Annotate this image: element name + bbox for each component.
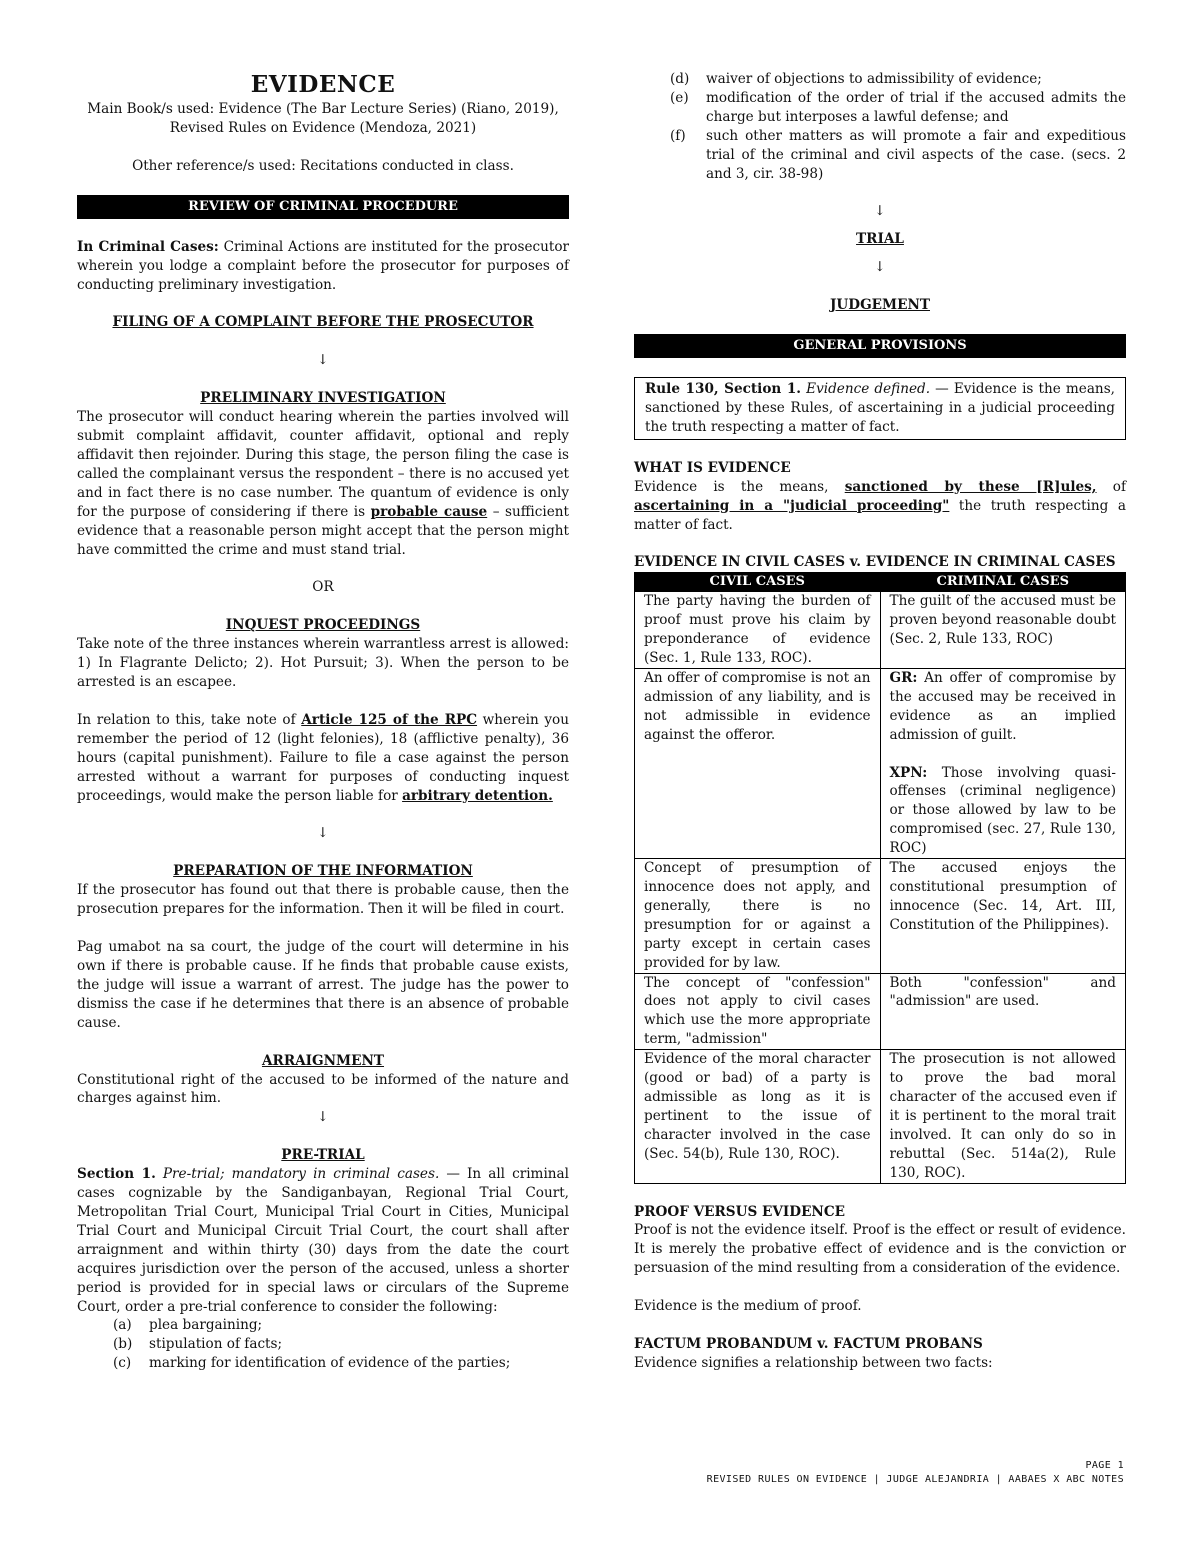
main-books <box>77 100 569 138</box>
filing-heading: FILING OF A COMPLAINT BEFORE THE PROSECUTOR <box>112 314 534 331</box>
table-cell: Both "confession" and "admission" are used. <box>880 973 1126 1050</box>
page-number: PAGE 1 <box>1085 1460 1124 1471</box>
column-header-criminal: CRIMINAL CASES <box>880 573 1126 592</box>
down-arrow-icon: ↓ <box>317 825 329 842</box>
table-row <box>635 973 1126 1050</box>
factum-heading: FACTUM PROBANDUM v. FACTUM PROBANS <box>634 1336 983 1353</box>
arraignment-paragraph: Constitutional right of the accused to be informed of the nature and charges against him. <box>77 1071 569 1107</box>
table-row <box>635 859 1126 973</box>
list-item: (d) waiver of objections to admissibility of evidence; <box>670 71 1042 87</box>
table-row <box>635 1050 1126 1183</box>
books-line-2: Revised Rules on Evidence (Mendoza, 2021) <box>169 119 477 136</box>
table-cell: Evidence of the moral character (good or bad) of a party is admissible as long as it is pertinent to the issue of character involved in the case (Sec. 54(b), Rule 130, ROC). <box>635 1050 881 1183</box>
list-item: (e) modification of the order of trial if the accused admits the charge but interposes a lawful defense; and <box>670 89 1126 125</box>
rule-130-box: Rule 130, Section 1. Evidence defined. — Evidence is the means, sanctioned by these Rules, of ascertaining in a judicial proceeding the truth respecting a matter of fact. <box>634 377 1126 440</box>
pretrial-heading: PRE-TRIAL <box>281 1147 365 1164</box>
list-item: (f) such other matters as will promote a fair and expeditious trial of the criminal and civil aspects of the case. (secs. 2 and 3, cir. 38-98) <box>670 127 1126 182</box>
what-is-evidence-heading: WHAT IS EVIDENCE <box>634 459 791 476</box>
list-item: (c) marking for identification of evidence of the parties; <box>113 1355 511 1372</box>
medium-of-proof: Evidence is the medium of proof. <box>634 1298 862 1315</box>
criminal-cases-intro <box>77 238 569 295</box>
prelim-heading: PRELIMINARY INVESTIGATION <box>200 390 446 407</box>
down-arrow-icon: ↓ <box>317 1109 329 1126</box>
prelim-paragraph: The prosecutor will conduct hearing wherein the parties involved will submit complaint affidavit, counter affidavit, optional and reply affidavit then rejoinder. During this stage, the person filing the case is called the complainant versus the respondent – there is no accused yet and in fact there is no case number. The quantum of evidence is only for the purpose of considering if there is probable cause – sufficient evidence that a reasonable person might accept that the person might have committed the crime and must stand trial. <box>77 409 569 558</box>
table-row <box>635 592 1126 669</box>
prep-heading: PREPARATION OF THE INFORMATION <box>173 863 473 880</box>
down-arrow-icon: ↓ <box>874 203 886 220</box>
table-cell: Concept of presumption of innocence does not apply, and generally, there is no presumption for or against a party except in certain cases provided for by law. <box>635 859 881 973</box>
pretrial-list-right <box>634 70 1126 183</box>
page-title: EVIDENCE <box>250 71 396 98</box>
down-arrow-icon: ↓ <box>317 352 329 369</box>
section-bar-review: REVIEW OF CRIMINAL PROCEDURE <box>77 195 569 219</box>
pag-umabot-paragraph: Pag umabot na sa court, the judge of the court will determine in his own if there is probable cause. If he finds that probable cause exists, the judge will issue a warrant of arrest. The judge has the power to dismiss the case if he determines that there is an absence of probable cause. <box>77 939 569 1031</box>
arbitrary-detention-term: arbitrary detention. <box>402 787 553 804</box>
list-item: (a) plea bargaining; <box>113 1317 263 1334</box>
proof-heading: PROOF VERSUS EVIDENCE <box>634 1203 846 1220</box>
list-item: (b) stipulation of facts; <box>113 1336 283 1353</box>
pretrial-list-left <box>77 1316 569 1373</box>
article-125-paragraph: In relation to this, take note of Article 125 of the RPC wherein you remember the period of 12 (light felonies), 18 (afflictive penalty), 36 hours (capital punishment). Failure to file a case against the person arrested without a warrant for purposes of conducting inquest proceedings, would make the person liable for arbitrary detention. <box>77 711 569 804</box>
or-separator: OR <box>312 579 334 596</box>
article-125-term: Article 125 of the RPC <box>301 711 478 728</box>
factum-paragraph: Evidence signifies a relationship between two facts: <box>634 1354 993 1371</box>
probable-cause-term: probable cause <box>370 503 488 520</box>
table-header-row <box>635 573 1126 592</box>
footer-credit: REVISED RULES ON EVIDENCE | JUDGE ALEJANDRIA | AABAES X ABC NOTES <box>706 1474 1124 1485</box>
other-references: Other reference/s used: Recitations conducted in class. <box>132 157 514 174</box>
arraignment-heading: ARRAIGNMENT <box>261 1052 385 1069</box>
table-cell: The accused enjoys the constitutional presumption of innocence (Sec. 14, Art. III, Constitution of the Philippines). <box>880 859 1126 973</box>
table-cell: The concept of "confession" does not apply to civil cases which use the more appropriate term, "admission" <box>635 973 881 1050</box>
prep-paragraph: If the prosecutor has found out that there is probable cause, then the prosecution prepares for the information. Then it will be filed in court. <box>77 882 569 918</box>
down-arrow-icon: ↓ <box>874 259 886 276</box>
books-line-1: Main Book/s used: Evidence (The Bar Lecture Series) (Riano, 2019), <box>87 101 559 117</box>
what-is-evidence-paragraph: Evidence is the means, sanctioned by these [R]ules, of ascertaining in a "judicial proceeding" the truth respecting a matter of fact. <box>634 478 1127 533</box>
intro-text: Criminal Actions are instituted for the prosecutor wherein you lodge a complaint before the prosecutor for purposes of conducting preliminary investigation. <box>77 238 570 293</box>
trial-heading: TRIAL <box>856 231 904 248</box>
table-cell: GR: An offer of compromise by the accused may be received in evidence as an implied admission of guilt. XPN: Those involving quasi-offenses (criminal negligence) or those allowed by law to be compromised (sec. 27, Rule 130, ROC) <box>880 668 1126 858</box>
section-1-paragraph: Section 1. Pre-trial; mandatory in criminal cases. — In all criminal cases cognizable by the Sandiganbayan, Regional Trial Court, Metropolitan Trial Court, Municipal Trial Court in Cities, Municipal Trial Court and Municipal Circuit Trial Court, the court shall after arraignment and within thirty (30) days from the date the court acquires jurisdiction over the person of the accused, unless a shorter period is provided for in special laws or circulars of the Supreme Court, order a pre-trial conference to consider the following: <box>77 1166 569 1315</box>
inquest-heading: INQUEST PROCEEDINGS <box>225 617 421 634</box>
left-column <box>77 70 569 1373</box>
inquest-paragraph: Take note of the three instances wherein warrantless arrest is allowed: 1) In Flagrante Delicto; 2). Hot Pursuit; 3). When the person to be arrested is an escapee. <box>77 636 569 691</box>
table-cell: The prosecution is not allowed to prove the bad moral character of the accused even if it is pertinent to the moral trait involved. It can only do so in rebuttal (Sec. 514a(2), Rule 130, ROC). <box>880 1050 1126 1183</box>
right-column <box>634 70 1126 1373</box>
civil-vs-criminal-heading: EVIDENCE IN CIVIL CASES v. EVIDENCE IN CRIMINAL CASES <box>634 554 1116 571</box>
intro-label: In Criminal Cases: <box>77 238 219 255</box>
section-bar-general: GENERAL PROVISIONS <box>634 334 1126 358</box>
table-cell: The party having the burden of proof must prove his claim by preponderance of evidence (Sec. 1, Rule 133, ROC). <box>635 592 881 669</box>
page-footer <box>707 1459 1124 1487</box>
table-row <box>635 668 1126 858</box>
civil-vs-criminal-table <box>634 572 1126 1183</box>
column-header-civil: CIVIL CASES <box>635 573 881 592</box>
table-cell: An offer of compromise is not an admission of any liability, and is not admissible in evidence against the offeror. <box>635 668 881 858</box>
table-cell: The guilt of the accused must be proven beyond reasonable doubt (Sec. 2, Rule 133, ROC) <box>880 592 1126 669</box>
proof-paragraph: Proof is not the evidence itself. Proof is the effect or result of evidence. It is merely the probative effect of evidence and is the conviction or persuasion of the mind resulting from a consideration of the evidence. <box>634 1222 1126 1277</box>
judgement-heading: JUDGEMENT <box>830 297 930 314</box>
